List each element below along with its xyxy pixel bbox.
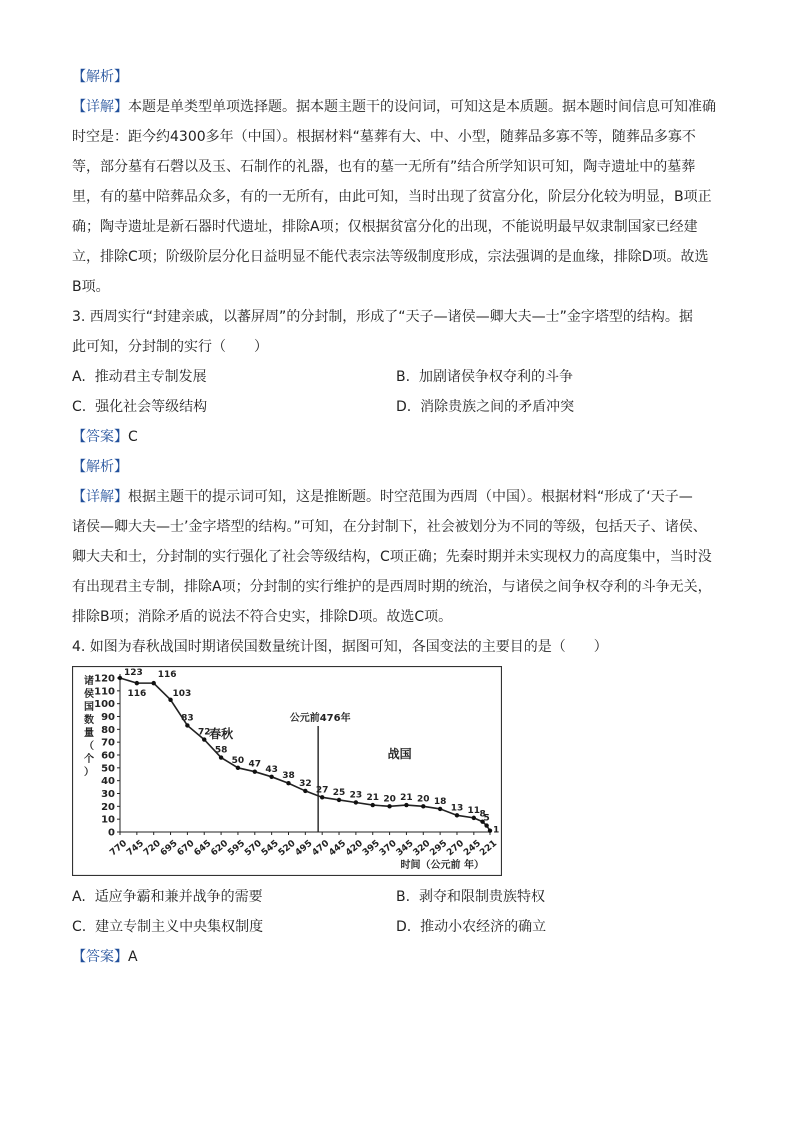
q2-detail-line-7: B项。 <box>72 279 110 295</box>
y-tick-label: 30 <box>101 789 115 800</box>
data-label: 47 <box>248 759 262 770</box>
data-point <box>253 769 257 773</box>
y-tick-label: 110 <box>94 686 115 698</box>
data-label: 23 <box>349 790 363 801</box>
data-point <box>337 798 341 802</box>
q2-detail-line-5: 确；陶寺遗址是新石器时代遗址，排除A项；仅根据贫富分化的出现，不能说明最早奴隶制国家已经建 <box>72 219 698 235</box>
data-point <box>303 789 307 793</box>
x-axis-label: 时间（公元前 年） <box>400 860 484 871</box>
q2-analysis-tag: 【解析】 <box>72 69 128 85</box>
y-tick-label: 100 <box>94 699 115 711</box>
data-label: 8 <box>479 809 486 820</box>
x-tick-label: 520 <box>276 838 298 859</box>
x-tick-label: 620 <box>209 838 231 859</box>
x-tick-label: 645 <box>192 838 214 859</box>
data-point <box>118 676 122 680</box>
data-point <box>236 766 240 770</box>
divider-label: 公元前476年 <box>289 713 351 724</box>
x-tick-label: 270 <box>445 838 467 859</box>
x-tick-label: 545 <box>259 838 281 859</box>
x-tick-label: 345 <box>394 838 416 859</box>
q3-options-row-1 <box>72 362 724 392</box>
x-tick-label: 595 <box>226 838 248 859</box>
data-point <box>185 723 189 727</box>
x-tick-label: 395 <box>361 838 382 859</box>
data-point <box>286 781 290 785</box>
y-tick-label: 50 <box>101 763 115 775</box>
data-point <box>371 803 375 807</box>
series-line <box>120 678 490 831</box>
data-label: 20 <box>417 794 430 805</box>
data-label: 43 <box>265 764 278 775</box>
data-label: 13 <box>450 803 464 814</box>
q4-answer: 【答案】A <box>72 949 138 965</box>
q3-answer: 【答案】C <box>72 429 138 445</box>
data-label: 5 <box>483 813 490 824</box>
y-tick-label: 20 <box>101 801 115 813</box>
y-tick-label: 70 <box>101 737 115 749</box>
data-label: 116 <box>157 670 177 681</box>
q4-options-row-1 <box>72 882 724 912</box>
q4-option-b: B. 剥夺和限制贵族特权 <box>396 889 545 905</box>
x-tick-label: 295 <box>428 838 450 859</box>
data-label: 123 <box>124 668 143 678</box>
warring-states-label: 战国 <box>387 747 412 761</box>
q3-detail-line-1: 【详解】根据主题干的提示词可知，这是推断题。时空范围为西周（中国）。根据材料“形成了‘天子— <box>72 489 693 505</box>
y-tick-label: 120 <box>94 673 115 685</box>
q3-option-a: A. 推动君主专制发展 <box>72 369 207 385</box>
data-label: 25 <box>332 787 346 798</box>
q4-option-a: A. 适应争霸和兼并战争的需要 <box>72 889 263 905</box>
x-tick-label: 470 <box>310 838 332 859</box>
data-point <box>354 800 358 804</box>
data-label: 32 <box>299 778 312 789</box>
chart-svg <box>72 666 502 876</box>
x-tick-label: 245 <box>462 838 483 859</box>
data-label: 20 <box>383 794 396 805</box>
q3-detail-line-4: 有出现君主专制，排除A项；分封制的实行维护的是西周时期的统治，与诸侯之间争权夺利的斗争无关， <box>72 579 712 595</box>
q3-detail-tag: 【详解】 <box>72 489 128 505</box>
data-label: 21 <box>366 793 379 804</box>
x-tick-label: 320 <box>411 838 433 859</box>
y-tick-label: 40 <box>101 776 115 788</box>
q3-option-c: C. 强化社会等级结构 <box>72 399 208 415</box>
data-label: 21 <box>400 793 413 804</box>
data-label: 72 <box>197 727 211 738</box>
q2-detail-line-1: 【详解】本题是单类型单项选择题。据本题主题干的设问词，可知这是本质题。据本题时间信息可知准确 <box>72 99 716 115</box>
data-label: 116 <box>127 689 147 700</box>
y-tick-label: 80 <box>101 724 115 736</box>
data-label: 103 <box>172 688 192 699</box>
q2-detail-line-3: 等，部分墓有石磬以及玉、石制作的礼器，也有的墓一无所有”结合所学知识可知，陶寺遗址中的墓葬 <box>72 159 696 175</box>
q4-options-row-2 <box>72 912 724 942</box>
x-tick-label: 695 <box>158 838 180 859</box>
x-tick-label: 370 <box>377 838 399 859</box>
q3-detail-line-5: 排除B项；消除矛盾的说法不符合史实，排除D项。故选C项。 <box>72 609 453 625</box>
data-label: 50 <box>231 755 245 766</box>
x-tick-label: 745 <box>125 838 146 859</box>
data-point <box>472 816 476 820</box>
document-page <box>72 62 724 972</box>
data-point <box>484 823 488 827</box>
y-tick-label: 60 <box>101 750 115 762</box>
q3-detail-line-2: 诸侯—卿大夫—士’金字塔型的结构。”可知，在分封制下，社会被划分为不同的等级，包括天子、诸侯、 <box>72 519 707 535</box>
q4-option-c: C. 建立专制主义中央集权制度 <box>72 919 264 935</box>
y-tick-label: 10 <box>101 814 115 826</box>
data-point <box>404 803 408 807</box>
x-tick-label: 670 <box>175 838 197 859</box>
data-label: 18 <box>433 796 447 807</box>
q2-detail-line-6: 立，排除C项；阶级阶层分化日益明显不能代表宗法等级制度形成，宗法强调的是血缘，排除D项。故选 <box>72 249 709 265</box>
data-label: 58 <box>214 745 228 756</box>
q2-detail-line-2: 时空是：距今约4300多年（中国）。根据材料“墓葬有大、中、小型，随葬品多寡不等，随葬品多寡不 <box>72 129 696 145</box>
q3-options-row-2 <box>72 392 724 422</box>
data-point <box>455 813 459 817</box>
data-point <box>151 681 155 685</box>
data-point <box>438 807 442 811</box>
y-tick-label: 0 <box>108 827 115 839</box>
q3-detail-line-3: 卿大夫和士，分封制的实行强化了社会等级结构，C项正确；先秦时期并未实现权力的高度集中，当时没 <box>72 549 712 565</box>
data-label: 83 <box>181 713 194 724</box>
data-point <box>387 804 391 808</box>
x-tick-label: 570 <box>243 838 264 859</box>
q4-option-d: D. 推动小农经济的确立 <box>396 919 547 935</box>
x-tick-label: 445 <box>327 838 349 859</box>
q3-stem-line-2: 此可知，分封制的实行（ ） <box>72 339 268 355</box>
data-label: 1 <box>493 825 500 836</box>
q4-stem: 4. 如图为春秋战国时期诸侯国数量统计图，据图可知，各国变法的主要目的是（ ） <box>72 639 608 655</box>
x-tick-label: 221 <box>478 838 500 859</box>
data-point <box>488 829 492 833</box>
data-label: 11 <box>467 805 481 816</box>
x-tick-label: 770 <box>108 838 130 859</box>
data-point <box>269 775 273 779</box>
data-point <box>219 755 223 759</box>
data-point <box>421 804 425 808</box>
x-tick-label: 420 <box>344 838 366 859</box>
data-point <box>202 737 206 741</box>
q3-option-d: D. 消除贵族之间的矛盾冲突 <box>396 399 575 415</box>
q3-stem-line-1: 3. 西周实行“封建亲戚，以蕃屏周”的分封制，形成了“天子—诸侯—卿大夫—士”金字塔型的结构。据 <box>72 309 693 325</box>
q2-detail-line-4: 里，有的墓中陪葬品众多，有的一无所有，由此可知，当时出现了贫富分化，阶层分化较为明显，B项正 <box>72 189 712 205</box>
spring-autumn-label: 春秋 <box>209 727 234 741</box>
data-point <box>135 681 139 685</box>
q3-analysis-tag: 【解析】 <box>72 459 128 475</box>
x-tick-label: 720 <box>141 838 163 859</box>
data-point <box>320 795 324 799</box>
y-axis-label: 诸侯国数量（个） <box>84 676 94 778</box>
data-label: 27 <box>315 785 329 796</box>
q2-detail-tag: 【详解】 <box>72 99 128 115</box>
data-label: 38 <box>282 771 295 782</box>
y-tick-label: 90 <box>101 712 115 723</box>
state-count-chart <box>72 666 502 876</box>
q3-option-b: B. 加剧诸侯争权夺利的斗争 <box>396 369 573 385</box>
x-tick-label: 495 <box>293 838 315 859</box>
